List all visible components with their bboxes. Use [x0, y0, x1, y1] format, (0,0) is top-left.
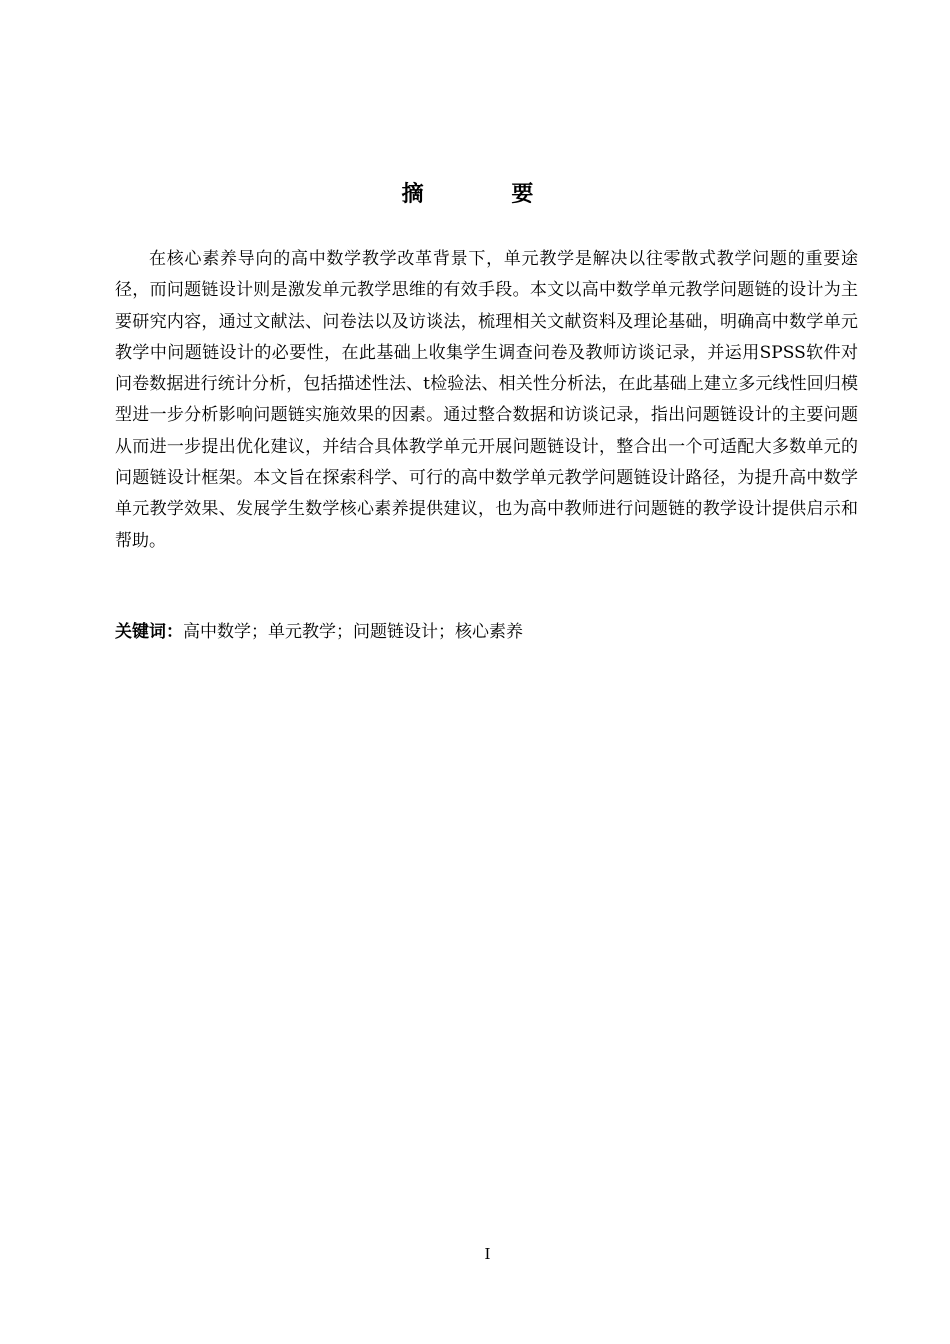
- abstract-body: 在核心素养导向的高中数学教学改革背景下，单元教学是解决以往零散式教学问题的重要途径，而问题链设计则是激发单元教学思维的有效手段。本文以高中数学单元教学问题链的设计为主要研究内容，通过文献法、问卷法以及访谈法，梳理相关文献资料及理论基础，明确高中数学单元教学中问题链设计的必要性，在此基础上收集学生调查问卷及教师访谈记录，并运用SPSS软件对问卷数据进行统计分析，包括描述性法、t检验法、相关性分析法，在此基础上建立多元线性回归模型进一步分析影响问题链实施效果的因素。通过整合数据和访谈记录，指出问题链设计的主要问题从而进一步提出优化建议，并结合具体教学单元开展问题链设计，整合出一个可适配大多数单元的问题链设计框架。本文旨在探索科学、可行的高中数学单元教学问题链设计路径，为提升高中数学单元教学效果、发展学生数学核心素养提供建议，也为高中教师进行问题链的教学设计提供启示和帮助。: [115, 249, 858, 551]
- keywords-line: [115, 618, 858, 646]
- abstract-title: 摘 要: [401, 182, 574, 207]
- keywords-text: 高中数学；单元教学；问题链设计；核心素养: [183, 622, 523, 642]
- page-number: I: [484, 1245, 491, 1263]
- keywords-label: 关键词：: [115, 622, 183, 642]
